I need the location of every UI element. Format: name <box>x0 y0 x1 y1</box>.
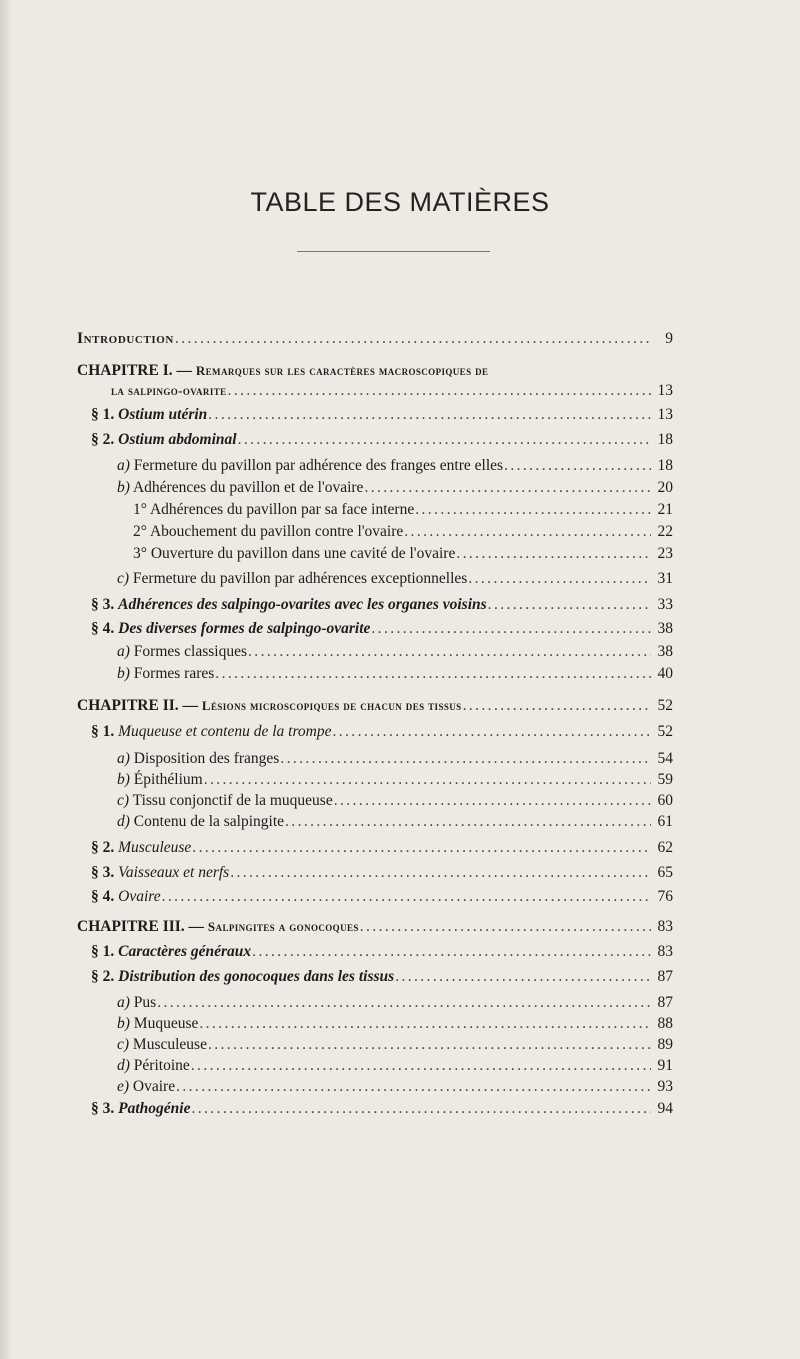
toc-page-number: 65 <box>657 864 673 881</box>
toc-chapter-2-heading[interactable] <box>77 696 673 716</box>
toc-page-number: 52 <box>657 723 673 740</box>
chapter-title: Remarques sur les caractères macroscopiques de <box>195 363 489 378</box>
section-number: § 4. <box>91 620 115 637</box>
toc-label <box>117 993 156 1013</box>
section-number: § 1. <box>91 943 115 960</box>
toc-label <box>117 478 363 498</box>
section-number: § 3. <box>91 864 115 881</box>
toc-label <box>91 430 237 450</box>
leader-dots <box>364 478 651 498</box>
item-marker: b) <box>117 1015 130 1032</box>
leader-dots <box>215 664 651 684</box>
toc-label <box>117 770 203 790</box>
toc-label <box>91 863 229 883</box>
section-title: Musculeuse <box>118 839 192 856</box>
toc-entry-3-2-e[interactable] <box>117 1077 673 1097</box>
toc-entry-1-3[interactable] <box>91 595 673 615</box>
toc-page-number: 33 <box>657 596 673 613</box>
toc-label: 3° Ouverture du pavillon dans une cavité de l'ovaire <box>133 545 456 562</box>
toc-label <box>91 838 191 858</box>
toc-page-number: 52 <box>657 697 673 714</box>
toc-entry-2-3[interactable] <box>91 863 673 883</box>
section-number: § 1. <box>91 723 115 740</box>
item-title: Épithélium <box>133 771 203 788</box>
leader-dots <box>191 1099 651 1119</box>
section-number: § 3. <box>91 596 115 613</box>
toc-label <box>91 942 251 962</box>
leader-dots <box>199 1014 651 1034</box>
section-title: Pathogénie <box>118 1100 191 1117</box>
toc-entry-1-2[interactable] <box>91 430 673 450</box>
leader-dots <box>371 619 651 639</box>
chapter-label: CHAPITRE III. — <box>77 918 205 935</box>
toc-entry-2-1-b[interactable] <box>117 770 673 790</box>
leader-dots <box>332 722 651 742</box>
section-number: § 2. <box>91 839 115 856</box>
toc-page-number: 54 <box>657 750 673 767</box>
toc-entry-1-2-b-2[interactable] <box>133 522 673 542</box>
toc-label <box>117 569 467 589</box>
toc-label: Introduction <box>77 330 174 347</box>
leader-dots <box>248 642 651 662</box>
toc-label <box>117 1077 175 1097</box>
toc-page-number: 88 <box>657 1015 673 1032</box>
item-title: Fermeture du pavillon par adhérence des franges entre elles <box>133 457 504 474</box>
leader-dots <box>504 456 651 476</box>
toc-entry-1-2-a[interactable] <box>117 456 673 476</box>
section-title: Ostium utérin <box>118 406 208 423</box>
item-marker: e) <box>117 1078 130 1095</box>
chapter-title: Salpingites a gonocoques <box>207 919 359 934</box>
item-marker: d) <box>117 813 130 830</box>
toc-label <box>91 887 161 907</box>
toc-page-number: 18 <box>657 457 673 474</box>
section-title: Ovaire <box>118 888 161 905</box>
leader-dots <box>204 770 651 790</box>
leader-dots <box>192 838 651 858</box>
leader-dots <box>238 430 651 450</box>
item-title: Formes classiques <box>133 643 248 660</box>
item-title: Muqueuse <box>133 1015 199 1032</box>
item-marker: c) <box>117 792 130 809</box>
item-marker: b) <box>117 665 130 682</box>
toc-page-number: 59 <box>657 771 673 788</box>
toc-label <box>117 642 247 662</box>
toc-page-number: 87 <box>657 968 673 985</box>
toc-page-number: 23 <box>657 545 673 562</box>
leader-dots <box>191 1056 651 1076</box>
leader-dots <box>395 967 651 987</box>
toc-page-number: 60 <box>657 792 673 809</box>
toc-entry-3-2[interactable] <box>91 967 673 987</box>
toc-page-number: 20 <box>657 479 673 496</box>
toc-page-number: 83 <box>657 918 673 935</box>
toc-label <box>91 967 394 987</box>
chapter-label: CHAPITRE I. — <box>77 362 192 379</box>
leader-dots <box>157 993 651 1013</box>
chapter-label: CHAPITRE II. — <box>77 697 199 714</box>
toc-entry-introduction[interactable] <box>77 329 673 349</box>
toc-label <box>91 722 331 742</box>
item-title: Musculeuse <box>132 1036 207 1053</box>
toc-page-number: 40 <box>657 665 673 682</box>
toc-label <box>117 664 214 684</box>
toc-entry-1-2-c[interactable] <box>117 569 673 589</box>
item-title: Contenu de la salpingite <box>133 813 285 830</box>
toc-entry-3-2-a[interactable] <box>117 993 673 1013</box>
item-marker: c) <box>117 1036 130 1053</box>
toc-page-number: 21 <box>657 501 673 518</box>
leader-dots <box>415 500 651 520</box>
section-title: Muqueuse et contenu de la trompe <box>118 723 332 740</box>
item-title: Disposition des franges <box>133 750 280 767</box>
toc-label <box>91 1099 190 1119</box>
leader-dots <box>456 544 651 564</box>
toc-page-number: 91 <box>657 1057 673 1074</box>
section-number: § 2. <box>91 431 115 448</box>
item-marker: a) <box>117 457 130 474</box>
leader-dots <box>252 942 651 962</box>
item-marker: c) <box>117 570 130 587</box>
toc-page-number: 9 <box>665 330 673 347</box>
toc-label <box>117 1035 207 1055</box>
item-title: Fermeture du pavillon par adhérences exceptionnelles <box>132 570 468 587</box>
section-number: § 3. <box>91 1100 115 1117</box>
toc-label <box>77 917 359 937</box>
toc-page-number: 38 <box>657 620 673 637</box>
toc-chapter-1-continuation[interactable] <box>111 381 673 401</box>
toc-entry-3-1[interactable] <box>91 942 673 962</box>
section-number: § 1. <box>91 406 115 423</box>
leader-dots <box>463 696 651 716</box>
toc-page-number: 61 <box>657 813 673 830</box>
toc-page-number: 13 <box>657 406 673 423</box>
toc-entry-3-2-d[interactable] <box>117 1056 673 1076</box>
section-title: Vaisseaux et nerfs <box>118 864 230 881</box>
item-title: Pus <box>133 994 157 1011</box>
item-marker: a) <box>117 643 130 660</box>
leader-dots <box>488 595 651 615</box>
item-marker: a) <box>117 994 130 1011</box>
toc-label <box>117 1056 190 1076</box>
toc-label <box>91 405 207 425</box>
toc-entry-3-2-b[interactable] <box>117 1014 673 1034</box>
toc-label <box>117 1014 198 1034</box>
leader-dots <box>176 1077 651 1097</box>
toc-entry-3-2-c[interactable] <box>117 1035 673 1055</box>
item-marker: b) <box>117 479 130 496</box>
chapter-title: Lésions microscopiques de chacun des tissus <box>201 698 462 713</box>
section-title: Caractères généraux <box>118 943 252 960</box>
section-title: Ostium abdominal <box>118 431 237 448</box>
toc-entry-2-1[interactable] <box>91 722 673 742</box>
toc-page-number: 94 <box>657 1100 673 1117</box>
item-title: Péritoine <box>133 1057 190 1074</box>
item-title: Tissu conjonctif de la muqueuse <box>132 792 333 809</box>
toc-entry-2-1-c[interactable] <box>117 791 673 811</box>
leader-dots <box>175 329 651 349</box>
leader-dots <box>162 887 651 907</box>
item-marker: a) <box>117 750 130 767</box>
leader-dots <box>208 405 651 425</box>
toc-entry-2-4[interactable] <box>91 887 673 907</box>
toc-entry-1-4[interactable] <box>91 619 673 639</box>
toc-page-number: 22 <box>657 523 673 540</box>
item-title: Ovaire <box>132 1078 176 1095</box>
leader-dots <box>280 749 651 769</box>
toc-entry-1-1[interactable] <box>91 405 673 425</box>
toc-page-number: 31 <box>657 570 673 587</box>
leader-dots <box>468 569 651 589</box>
toc-label: 2° Abouchement du pavillon contre l'ovaire <box>133 523 404 540</box>
toc-entry-1-2-b-1[interactable] <box>133 500 673 520</box>
leader-dots <box>404 522 651 542</box>
toc-entry-2-1-d[interactable] <box>117 812 673 832</box>
item-marker: b) <box>117 771 130 788</box>
toc-page-number: 93 <box>657 1078 673 1095</box>
item-title: Adhérences du pavillon et de l'ovaire <box>132 479 364 496</box>
toc-page-number: 13 <box>657 382 673 399</box>
toc-page-number: 18 <box>657 431 673 448</box>
toc-label <box>117 812 284 832</box>
leader-dots <box>334 791 651 811</box>
toc-label <box>91 619 370 639</box>
toc-entry-3-3[interactable] <box>91 1099 673 1119</box>
toc-label <box>91 595 487 615</box>
toc-label: 1° Adhérences du pavillon par sa face interne <box>133 501 415 518</box>
toc-chapter-1-heading[interactable] <box>77 361 488 381</box>
toc-label <box>117 456 503 476</box>
section-number: § 4. <box>91 888 115 905</box>
toc-page-number: 62 <box>657 839 673 856</box>
leader-dots <box>230 863 651 883</box>
toc-page-number: 38 <box>657 643 673 660</box>
chapter-title-cont: la salpingo-ovarite <box>111 383 227 398</box>
leader-dots <box>228 381 651 401</box>
toc-label <box>117 749 279 769</box>
toc-page-number: 87 <box>657 994 673 1011</box>
section-title: Adhérences des salpingo-ovarites avec les organes voisins <box>118 596 487 613</box>
leader-dots <box>208 1035 651 1055</box>
toc-label <box>77 696 462 716</box>
section-title: Des diverses formes de salpingo-ovarite <box>118 620 371 637</box>
toc-entry-2-1-a[interactable] <box>117 749 673 769</box>
leader-dots <box>285 812 651 832</box>
toc-chapter-3-heading[interactable] <box>77 917 673 937</box>
toc-label <box>117 791 333 811</box>
toc-page-number: 76 <box>657 888 673 905</box>
item-marker: d) <box>117 1057 130 1074</box>
leader-dots <box>360 917 651 937</box>
item-title: Formes rares <box>133 665 215 682</box>
page-title: TABLE DES MATIÈRES <box>250 187 550 217</box>
toc-page-number: 83 <box>657 943 673 960</box>
toc-entry-1-2-b[interactable] <box>117 478 673 498</box>
section-title: Distribution des gonocoques dans les tissus <box>118 968 395 985</box>
toc-entry-1-4-b[interactable] <box>117 664 673 684</box>
toc-entry-1-4-a[interactable] <box>117 642 673 662</box>
toc-page-number: 89 <box>657 1036 673 1053</box>
section-number: § 2. <box>91 968 115 985</box>
toc-entry-1-2-b-3[interactable] <box>133 544 673 564</box>
toc-entry-2-2[interactable] <box>91 838 673 858</box>
